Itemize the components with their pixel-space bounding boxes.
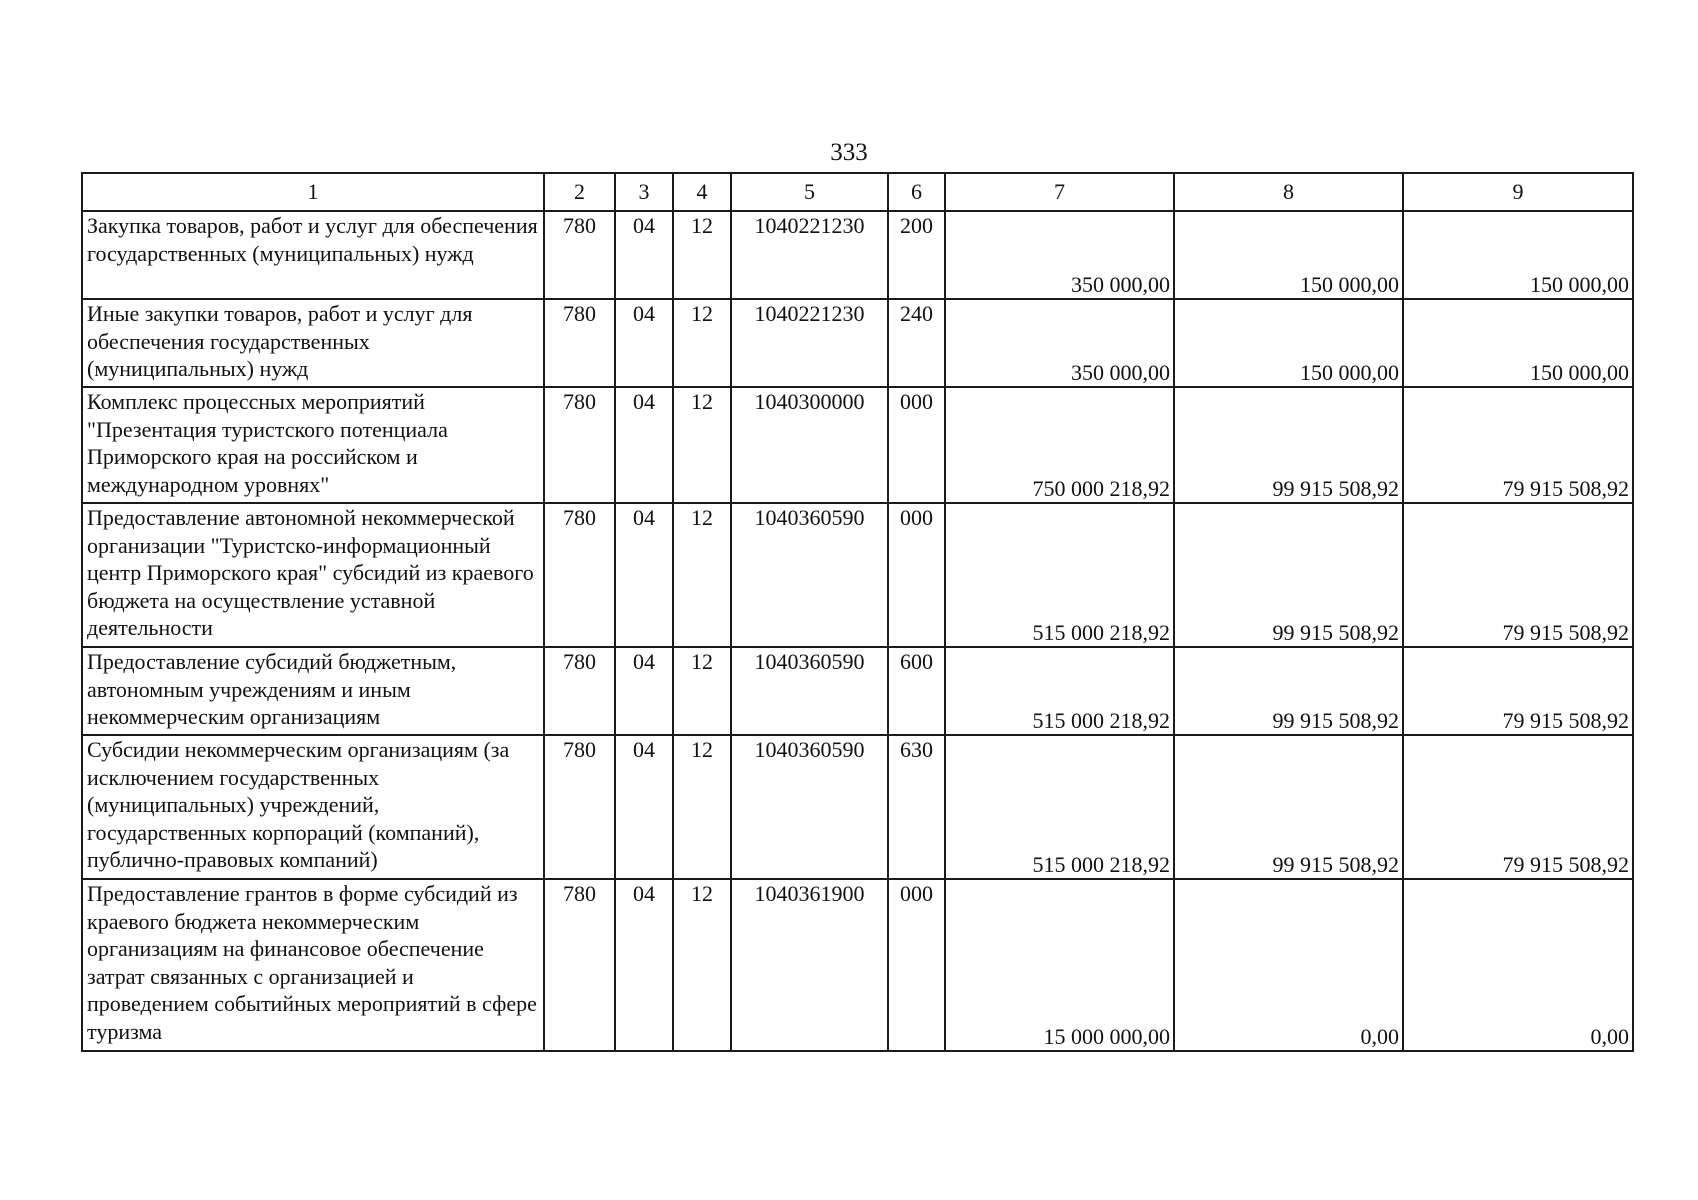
row-name-cell: Комплекс процессных мероприятий "Презентация туристского потенциала Приморского края на российском и международном уровнях" — [82, 387, 544, 503]
header-cell-9: 9 — [1403, 173, 1633, 211]
subsection-cell: 12 — [673, 211, 731, 299]
header-cell-7: 7 — [945, 173, 1174, 211]
expense-type-cell: 600 — [888, 647, 945, 735]
header-cell-2: 2 — [544, 173, 615, 211]
table-row — [82, 735, 1633, 879]
amount-col8-cell: 99 915 508,92 — [1174, 387, 1403, 503]
admin-code-cell: 780 — [544, 647, 615, 735]
admin-code-cell: 780 — [544, 211, 615, 299]
subsection-cell: 12 — [673, 647, 731, 735]
subsection-cell: 12 — [673, 879, 731, 1051]
row-name-cell: Предоставление субсидий бюджетным, автономным учреждениям и иным некоммерческим организациям — [82, 647, 544, 735]
target-article-cell: 1040300000 — [731, 387, 888, 503]
amount-col8-cell: 99 915 508,92 — [1174, 735, 1403, 879]
amount-col8-cell: 150 000,00 — [1174, 299, 1403, 387]
amount-col9-cell: 79 915 508,92 — [1403, 735, 1633, 879]
amount-col7-cell: 750 000 218,92 — [945, 387, 1174, 503]
target-article-cell: 1040361900 — [731, 879, 888, 1051]
expense-type-cell: 000 — [888, 503, 945, 647]
amount-col8-cell: 99 915 508,92 — [1174, 647, 1403, 735]
table-header-row — [82, 173, 1633, 211]
amount-col9-cell: 0,00 — [1403, 879, 1633, 1051]
section-cell: 04 — [615, 299, 673, 387]
amount-col7-cell: 350 000,00 — [945, 299, 1174, 387]
amount-col7-cell: 15 000 000,00 — [945, 879, 1174, 1051]
section-cell: 04 — [615, 211, 673, 299]
page-number: 333 — [830, 139, 868, 166]
target-article-cell: 1040221230 — [731, 299, 888, 387]
table-row — [82, 299, 1633, 387]
target-article-cell: 1040360590 — [731, 647, 888, 735]
admin-code-cell: 780 — [544, 735, 615, 879]
amount-col7-cell: 350 000,00 — [945, 211, 1174, 299]
target-article-cell: 1040360590 — [731, 735, 888, 879]
admin-code-cell: 780 — [544, 879, 615, 1051]
expense-type-cell: 630 — [888, 735, 945, 879]
amount-col7-cell: 515 000 218,92 — [945, 735, 1174, 879]
admin-code-cell: 780 — [544, 387, 615, 503]
expense-type-cell: 000 — [888, 387, 945, 503]
section-cell: 04 — [615, 879, 673, 1051]
header-cell-4: 4 — [673, 173, 731, 211]
budget-table — [81, 172, 1634, 1052]
target-article-cell: 1040221230 — [731, 211, 888, 299]
amount-col9-cell: 150 000,00 — [1403, 299, 1633, 387]
amount-col8-cell: 0,00 — [1174, 879, 1403, 1051]
table-row — [82, 211, 1633, 299]
subsection-cell: 12 — [673, 735, 731, 879]
section-cell: 04 — [615, 503, 673, 647]
amount-col7-cell: 515 000 218,92 — [945, 647, 1174, 735]
table-row — [82, 503, 1633, 647]
amount-col9-cell: 79 915 508,92 — [1403, 647, 1633, 735]
amount-col8-cell: 99 915 508,92 — [1174, 503, 1403, 647]
header-cell-8: 8 — [1174, 173, 1403, 211]
target-article-cell: 1040360590 — [731, 503, 888, 647]
row-name-cell: Предоставление автономной некоммерческой организации "Туристско-информационный центр Приморского края" субсидий из краевого бюджета на осуществление уставной деятельности — [82, 503, 544, 647]
section-cell: 04 — [615, 387, 673, 503]
expense-type-cell: 240 — [888, 299, 945, 387]
row-name-cell: Субсидии некоммерческим организациям (за исключением государственных (муниципальных) учреждений, государственных корпораций (компаний), публично-правовых компаний) — [82, 735, 544, 879]
row-name-cell: Иные закупки товаров, работ и услуг для обеспечения государственных (муниципальных) нужд — [82, 299, 544, 387]
header-cell-3: 3 — [615, 173, 673, 211]
expense-type-cell: 000 — [888, 879, 945, 1051]
admin-code-cell: 780 — [544, 299, 615, 387]
admin-code-cell: 780 — [544, 503, 615, 647]
subsection-cell: 12 — [673, 503, 731, 647]
header-cell-6: 6 — [888, 173, 945, 211]
amount-col7-cell: 515 000 218,92 — [945, 503, 1174, 647]
amount-col9-cell: 79 915 508,92 — [1403, 503, 1633, 647]
amount-col8-cell: 150 000,00 — [1174, 211, 1403, 299]
table-row — [82, 387, 1633, 503]
expense-type-cell: 200 — [888, 211, 945, 299]
amount-col9-cell: 79 915 508,92 — [1403, 387, 1633, 503]
row-name-cell: Предоставление грантов в форме субсидий из краевого бюджета некоммерческим организациям на финансовое обеспечение затрат связанных с организацией и проведением событийных мероприятий в сфере туризма — [82, 879, 544, 1051]
table-row — [82, 647, 1633, 735]
header-cell-1: 1 — [82, 173, 544, 211]
section-cell: 04 — [615, 647, 673, 735]
subsection-cell: 12 — [673, 299, 731, 387]
amount-col9-cell: 150 000,00 — [1403, 211, 1633, 299]
section-cell: 04 — [615, 735, 673, 879]
header-cell-5: 5 — [731, 173, 888, 211]
row-name-cell: Закупка товаров, работ и услуг для обеспечения государственных (муниципальных) нужд — [82, 211, 544, 299]
table-row — [82, 879, 1633, 1051]
subsection-cell: 12 — [673, 387, 731, 503]
